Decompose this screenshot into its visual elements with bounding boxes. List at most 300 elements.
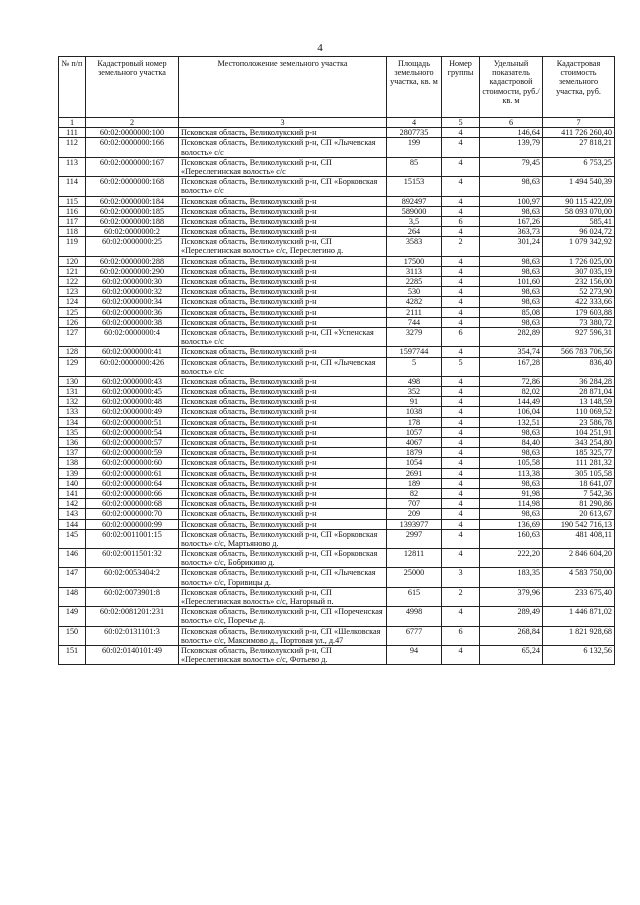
location: Псковская область, Великолукский р-н [179, 347, 387, 357]
specific-indicator: 100,97 [480, 196, 543, 206]
row-number: 111 [59, 128, 86, 138]
area: 1054 [387, 458, 442, 468]
cadastral-value: 36 284,28 [543, 376, 615, 386]
cadastral-value: 232 156,00 [543, 277, 615, 287]
cadastral-value: 6 753,25 [543, 157, 615, 176]
table-row [59, 427, 615, 437]
table-row [59, 266, 615, 276]
row-number: 141 [59, 488, 86, 498]
cadastral-number: 60:02:0000000:4 [86, 327, 179, 346]
group-number: 4 [442, 438, 480, 448]
area: 3583 [387, 237, 442, 256]
location: Псковская область, Великолукский р-н [179, 297, 387, 307]
area: 2285 [387, 277, 442, 287]
location: Псковская область, Великолукский р-н, СП «Борковская волость» с/с [179, 177, 387, 196]
header-cadastral-number: Кадастровый номер земельного участка [86, 57, 179, 118]
table-row [59, 387, 615, 397]
row-number: 147 [59, 568, 86, 587]
area: 82 [387, 488, 442, 498]
specific-indicator: 167,28 [480, 357, 543, 376]
cadastral-value: 190 542 716,13 [543, 519, 615, 529]
cadastral-value-table [58, 56, 615, 665]
row-number: 137 [59, 448, 86, 458]
column-number: 7 [543, 118, 615, 128]
area: 3,5 [387, 216, 442, 226]
cadastral-number: 60:02:0000000:185 [86, 206, 179, 216]
cadastral-number: 60:02:0000000:68 [86, 499, 179, 509]
area: 1879 [387, 448, 442, 458]
cadastral-value: 23 586,78 [543, 417, 615, 427]
specific-indicator: 91,98 [480, 488, 543, 498]
specific-indicator: 146,64 [480, 128, 543, 138]
row-number: 121 [59, 266, 86, 276]
specific-indicator: 98,63 [480, 317, 543, 327]
specific-indicator: 183,35 [480, 568, 543, 587]
area: 85 [387, 157, 442, 176]
location: Псковская область, Великолукский р-н [179, 458, 387, 468]
cadastral-value: 28 871,04 [543, 387, 615, 397]
cadastral-number: 60:02:0000000:54 [86, 427, 179, 437]
cadastral-value: 233 675,40 [543, 587, 615, 606]
area: 4998 [387, 607, 442, 626]
group-number: 4 [442, 256, 480, 266]
area: 1597744 [387, 347, 442, 357]
cadastral-value: 1 494 540,39 [543, 177, 615, 196]
table-row [59, 499, 615, 509]
table-row [59, 587, 615, 606]
table-row [59, 256, 615, 266]
row-number: 133 [59, 407, 86, 417]
cadastral-number: 60:02:0000000:48 [86, 397, 179, 407]
table-row [59, 138, 615, 157]
specific-indicator: 79,45 [480, 157, 543, 176]
specific-indicator: 98,63 [480, 509, 543, 519]
row-number: 130 [59, 376, 86, 386]
table-row [59, 227, 615, 237]
row-number: 149 [59, 607, 86, 626]
header-num: № п/п [59, 57, 86, 118]
group-number: 4 [442, 266, 480, 276]
specific-indicator: 82,02 [480, 387, 543, 397]
location: Псковская область, Великолукский р-н [179, 216, 387, 226]
row-number: 117 [59, 216, 86, 226]
cadastral-number: 60:02:0000000:32 [86, 287, 179, 297]
specific-indicator: 98,63 [480, 427, 543, 437]
row-number: 150 [59, 626, 86, 645]
row-number: 132 [59, 397, 86, 407]
column-number: 3 [179, 118, 387, 128]
specific-indicator: 65,24 [480, 645, 543, 664]
area: 6777 [387, 626, 442, 645]
cadastral-value: 81 290,86 [543, 499, 615, 509]
specific-indicator: 98,63 [480, 297, 543, 307]
column-number-row [59, 118, 615, 128]
table-row [59, 237, 615, 256]
cadastral-value: 179 603,88 [543, 307, 615, 317]
cadastral-value: 96 024,72 [543, 227, 615, 237]
cadastral-number: 60:02:0000000:59 [86, 448, 179, 458]
cadastral-value: 566 783 706,56 [543, 347, 615, 357]
cadastral-number: 60:02:0081201:231 [86, 607, 179, 626]
specific-indicator: 282,89 [480, 327, 543, 346]
location: Псковская область, Великолукский р-н, СП «Лычевская волость» с/с [179, 357, 387, 376]
table-row [59, 529, 615, 548]
row-number: 123 [59, 287, 86, 297]
row-number: 120 [59, 256, 86, 266]
group-number: 4 [442, 196, 480, 206]
cadastral-number: 60:02:0000000:51 [86, 417, 179, 427]
row-number: 116 [59, 206, 86, 216]
area: 615 [387, 587, 442, 606]
table-row [59, 357, 615, 376]
table-row [59, 196, 615, 206]
location: Псковская область, Великолукский р-н [179, 397, 387, 407]
header-area: Площадь земельного участка, кв. м [387, 57, 442, 118]
cadastral-number: 60:02:0000000:49 [86, 407, 179, 417]
group-number: 4 [442, 157, 480, 176]
group-number: 4 [442, 607, 480, 626]
specific-indicator: 105,58 [480, 458, 543, 468]
location: Псковская область, Великолукский р-н [179, 488, 387, 498]
location: Псковская область, Великолукский р-н [179, 206, 387, 216]
location: Псковская область, Великолукский р-н [179, 287, 387, 297]
location: Псковская область, Великолукский р-н, СП «Успенская волость» с/с [179, 327, 387, 346]
header-specific-indicator: Удельный показатель кадастровой стоимости, руб./кв. м [480, 57, 543, 118]
area: 4282 [387, 297, 442, 307]
group-number: 4 [442, 427, 480, 437]
location: Псковская область, Великолукский р-н [179, 438, 387, 448]
location: Псковская область, Великолукский р-н [179, 376, 387, 386]
group-number: 6 [442, 216, 480, 226]
column-number: 5 [442, 118, 480, 128]
location: Псковская область, Великолукский р-н [179, 509, 387, 519]
location: Псковская область, Великолукский р-н, СП «Переслегинская волость» с/с, Фотьево д. [179, 645, 387, 664]
table-row [59, 458, 615, 468]
specific-indicator: 84,40 [480, 438, 543, 448]
cadastral-number: 60:02:0000000:61 [86, 468, 179, 478]
table-row [59, 177, 615, 196]
location: Псковская область, Великолукский р-н [179, 427, 387, 437]
location: Псковская область, Великолукский р-н [179, 417, 387, 427]
specific-indicator: 114,98 [480, 499, 543, 509]
area: 2997 [387, 529, 442, 548]
group-number: 3 [442, 568, 480, 587]
specific-indicator: 222,20 [480, 549, 543, 568]
cadastral-value: 307 035,19 [543, 266, 615, 276]
area: 209 [387, 509, 442, 519]
cadastral-value: 73 380,72 [543, 317, 615, 327]
table-row [59, 347, 615, 357]
cadastral-value: 1 446 871,02 [543, 607, 615, 626]
cadastral-number: 60:02:0053404:2 [86, 568, 179, 587]
group-number: 4 [442, 128, 480, 138]
table-row [59, 607, 615, 626]
location: Псковская область, Великолукский р-н, СП «Лычевская волость» с/с [179, 138, 387, 157]
cadastral-number: 60:02:0000000:100 [86, 128, 179, 138]
cadastral-value: 20 613,67 [543, 509, 615, 519]
specific-indicator: 301,24 [480, 237, 543, 256]
group-number: 4 [442, 468, 480, 478]
row-number: 127 [59, 327, 86, 346]
table-row [59, 397, 615, 407]
group-number: 4 [442, 478, 480, 488]
table-row [59, 519, 615, 529]
location: Псковская область, Великолукский р-н, СП «Борковская волость» с/с, Бобрикино д. [179, 549, 387, 568]
row-number: 113 [59, 157, 86, 176]
area: 3113 [387, 266, 442, 276]
group-number: 4 [442, 488, 480, 498]
row-number: 122 [59, 277, 86, 287]
cadastral-number: 60:02:0000000:426 [86, 357, 179, 376]
cadastral-number: 60:02:0000000:64 [86, 478, 179, 488]
specific-indicator: 363,73 [480, 227, 543, 237]
cadastral-value: 185 325,77 [543, 448, 615, 458]
cadastral-number: 60:02:0000000:30 [86, 277, 179, 287]
row-number: 134 [59, 417, 86, 427]
specific-indicator: 85,08 [480, 307, 543, 317]
row-number: 124 [59, 297, 86, 307]
cadastral-number: 60:02:0000000:70 [86, 509, 179, 519]
cadastral-number: 60:02:0000000:43 [86, 376, 179, 386]
specific-indicator: 268,84 [480, 626, 543, 645]
cadastral-value: 52 273,90 [543, 287, 615, 297]
location: Псковская область, Великолукский р-н [179, 307, 387, 317]
cadastral-value: 343 254,80 [543, 438, 615, 448]
specific-indicator: 144,49 [480, 397, 543, 407]
header-group: Номер группы [442, 57, 480, 118]
row-number: 136 [59, 438, 86, 448]
cadastral-value: 481 408,11 [543, 529, 615, 548]
cadastral-value: 1 079 342,92 [543, 237, 615, 256]
specific-indicator: 106,04 [480, 407, 543, 417]
specific-indicator: 98,63 [480, 266, 543, 276]
table-row [59, 438, 615, 448]
group-number: 6 [442, 626, 480, 645]
group-number: 6 [442, 327, 480, 346]
cadastral-number: 60:02:0000000:288 [86, 256, 179, 266]
area: 94 [387, 645, 442, 664]
group-number: 4 [442, 645, 480, 664]
table-row [59, 297, 615, 307]
cadastral-number: 60:02:0073901:8 [86, 587, 179, 606]
location: Псковская область, Великолукский р-н, СП «Переслегинская волость» с/с, Переслегино д. [179, 237, 387, 256]
area: 2691 [387, 468, 442, 478]
area: 15153 [387, 177, 442, 196]
column-number: 6 [480, 118, 543, 128]
specific-indicator: 101,60 [480, 277, 543, 287]
table-row [59, 626, 615, 645]
location: Псковская область, Великолукский р-н [179, 277, 387, 287]
location: Псковская область, Великолукский р-н [179, 128, 387, 138]
area: 2111 [387, 307, 442, 317]
specific-indicator: 132,51 [480, 417, 543, 427]
cadastral-number: 60:02:0000000:168 [86, 177, 179, 196]
cadastral-value: 411 726 260,40 [543, 128, 615, 138]
cadastral-value: 58 093 070,00 [543, 206, 615, 216]
specific-indicator: 289,49 [480, 607, 543, 626]
table-row [59, 509, 615, 519]
row-number: 126 [59, 317, 86, 327]
row-number: 131 [59, 387, 86, 397]
area: 5 [387, 357, 442, 376]
table-body [59, 128, 615, 665]
row-number: 148 [59, 587, 86, 606]
table-row [59, 317, 615, 327]
specific-indicator: 72,86 [480, 376, 543, 386]
cadastral-number: 60:02:0000000:99 [86, 519, 179, 529]
table-row [59, 287, 615, 297]
location: Псковская область, Великолукский р-н [179, 196, 387, 206]
specific-indicator: 139,79 [480, 138, 543, 157]
location: Псковская область, Великолукский р-н, СП «Переслегинская волость» с/с, Нагорный п. [179, 587, 387, 606]
row-number: 129 [59, 357, 86, 376]
specific-indicator: 98,63 [480, 206, 543, 216]
area: 352 [387, 387, 442, 397]
location: Псковская область, Великолукский р-н [179, 478, 387, 488]
row-number: 151 [59, 645, 86, 664]
cadastral-value: 2 846 604,20 [543, 549, 615, 568]
group-number: 4 [442, 307, 480, 317]
cadastral-number: 60:02:0000000:184 [86, 196, 179, 206]
area: 25000 [387, 568, 442, 587]
table-row [59, 307, 615, 317]
specific-indicator: 379,96 [480, 587, 543, 606]
location: Псковская область, Великолукский р-н, СП «Шелковская волость» с/с, Максимово д., Портовая ул., д.47 [179, 626, 387, 645]
group-number: 4 [442, 297, 480, 307]
row-number: 139 [59, 468, 86, 478]
specific-indicator: 113,38 [480, 468, 543, 478]
group-number: 4 [442, 458, 480, 468]
column-number: 2 [86, 118, 179, 128]
specific-indicator: 98,63 [480, 448, 543, 458]
area: 264 [387, 227, 442, 237]
row-number: 142 [59, 499, 86, 509]
specific-indicator: 98,63 [480, 478, 543, 488]
cadastral-value: 6 132,56 [543, 645, 615, 664]
cadastral-value: 90 115 422,09 [543, 196, 615, 206]
area: 199 [387, 138, 442, 157]
cadastral-value: 104 251,91 [543, 427, 615, 437]
row-number: 138 [59, 458, 86, 468]
location: Псковская область, Великолукский р-н [179, 468, 387, 478]
cadastral-number: 60:02:0000000:34 [86, 297, 179, 307]
area: 530 [387, 287, 442, 297]
group-number: 4 [442, 376, 480, 386]
cadastral-number: 60:02:0000000:25 [86, 237, 179, 256]
area: 2807735 [387, 128, 442, 138]
cadastral-number: 60:02:0000000:66 [86, 488, 179, 498]
row-number: 135 [59, 427, 86, 437]
group-number: 4 [442, 519, 480, 529]
area: 189 [387, 478, 442, 488]
group-number: 4 [442, 287, 480, 297]
row-number: 144 [59, 519, 86, 529]
group-number: 4 [442, 417, 480, 427]
table-row [59, 417, 615, 427]
specific-indicator: 98,63 [480, 177, 543, 196]
cadastral-number: 60:02:0000000:57 [86, 438, 179, 448]
row-number: 114 [59, 177, 86, 196]
cadastral-number: 60:02:0000000:290 [86, 266, 179, 276]
group-number: 4 [442, 138, 480, 157]
table-row [59, 128, 615, 138]
area: 1057 [387, 427, 442, 437]
cadastral-value: 4 583 750,00 [543, 568, 615, 587]
row-number: 143 [59, 509, 86, 519]
group-number: 5 [442, 357, 480, 376]
cadastral-value: 927 596,31 [543, 327, 615, 346]
group-number: 4 [442, 499, 480, 509]
cadastral-value: 18 641,07 [543, 478, 615, 488]
cadastral-value: 1 726 025,00 [543, 256, 615, 266]
row-number: 146 [59, 549, 86, 568]
table-row [59, 327, 615, 346]
area: 91 [387, 397, 442, 407]
group-number: 4 [442, 448, 480, 458]
header-cadastral-value: Кадастровая стоимость земельного участка, руб. [543, 57, 615, 118]
cadastral-value: 111 281,32 [543, 458, 615, 468]
cadastral-number: 60:02:0000000:38 [86, 317, 179, 327]
row-number: 118 [59, 227, 86, 237]
table-row [59, 448, 615, 458]
area: 3279 [387, 327, 442, 346]
location: Псковская область, Великолукский р-н, СП «Лычевская волость» с/с, Горивицы д. [179, 568, 387, 587]
cadastral-number: 60:02:0000000:60 [86, 458, 179, 468]
location: Псковская область, Великолукский р-н [179, 317, 387, 327]
area: 178 [387, 417, 442, 427]
group-number: 4 [442, 347, 480, 357]
row-number: 140 [59, 478, 86, 488]
table-row [59, 206, 615, 216]
group-number: 4 [442, 177, 480, 196]
table-row [59, 277, 615, 287]
cadastral-value: 585,41 [543, 216, 615, 226]
specific-indicator: 98,63 [480, 287, 543, 297]
location: Псковская область, Великолукский р-н [179, 227, 387, 237]
group-number: 4 [442, 407, 480, 417]
cadastral-number: 60:02:0000000:45 [86, 387, 179, 397]
cadastral-number: 60:02:0000000:166 [86, 138, 179, 157]
location: Псковская область, Великолукский р-н, СП «Борковская волость» с/с, Мартьяново д. [179, 529, 387, 548]
table-row [59, 216, 615, 226]
area: 1038 [387, 407, 442, 417]
row-number: 145 [59, 529, 86, 548]
table-row [59, 376, 615, 386]
cadastral-number: 60:02:0131101:3 [86, 626, 179, 645]
location: Псковская область, Великолукский р-н [179, 499, 387, 509]
area: 589000 [387, 206, 442, 216]
table-row [59, 478, 615, 488]
group-number: 4 [442, 387, 480, 397]
group-number: 2 [442, 587, 480, 606]
table-row [59, 645, 615, 664]
cadastral-number: 60:02:0000000:167 [86, 157, 179, 176]
cadastral-number: 60:02:0000000:41 [86, 347, 179, 357]
location: Псковская область, Великолукский р-н [179, 256, 387, 266]
location: Псковская область, Великолукский р-н, СП «Переслегинская волость» с/с [179, 157, 387, 176]
cadastral-number: 60:02:0011001:15 [86, 529, 179, 548]
cadastral-value: 422 333,66 [543, 297, 615, 307]
location: Псковская область, Великолукский р-н [179, 448, 387, 458]
group-number: 4 [442, 317, 480, 327]
area: 12811 [387, 549, 442, 568]
table-row [59, 549, 615, 568]
area: 4067 [387, 438, 442, 448]
row-number: 128 [59, 347, 86, 357]
table-row [59, 157, 615, 176]
cadastral-value: 836,40 [543, 357, 615, 376]
column-number: 1 [59, 118, 86, 128]
